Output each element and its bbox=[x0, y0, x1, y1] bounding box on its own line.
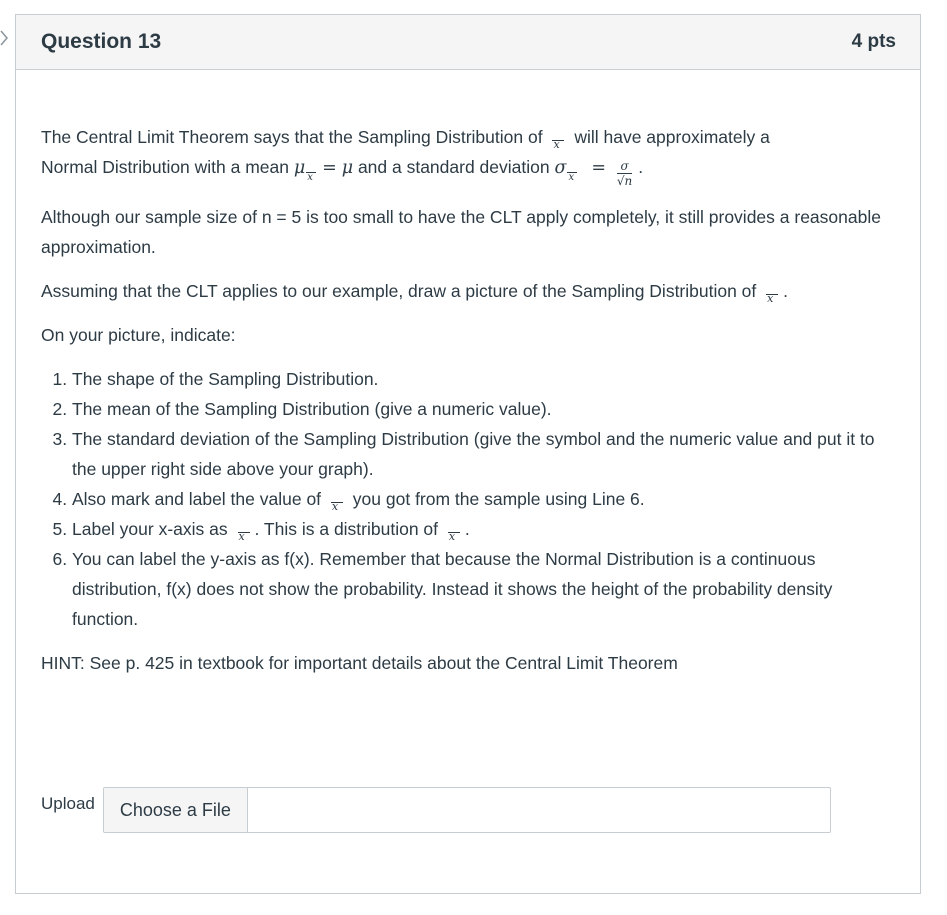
question-title: Question 13 bbox=[41, 30, 162, 53]
xbar-symbol: x bbox=[551, 131, 565, 149]
list-item: 1. The shape of the Sampling Distribution. bbox=[72, 364, 895, 394]
collapse-arrow-icon[interactable] bbox=[0, 28, 10, 48]
list-item: 6. You can label the y-axis as f(x). Remember that because the Normal Distribution is a continuous distribution, f(x) does not show the probability. Instead it shows the height of the probability density function. bbox=[72, 544, 895, 634]
hint-paragraph: HINT: See p. 425 in textbook for important details about the Central Limit Theorem bbox=[41, 653, 678, 673]
list-item: 3. The standard deviation of the Sampling Distribution (give the symbol and the numeric value and put it to the upper right side above your graph). bbox=[72, 424, 895, 484]
question-header bbox=[16, 15, 920, 70]
list-item: 4. Also mark and label the value of x you got from the sample using Line 6. bbox=[72, 484, 895, 514]
indicate-paragraph: On your picture, indicate: bbox=[41, 325, 236, 345]
choose-file-button[interactable]: Choose a File bbox=[104, 788, 248, 832]
sample-size-paragraph: Although our sample size of n = 5 is too small to have the CLT apply completely, it still provides a reasonable approximation. bbox=[41, 207, 881, 257]
question-points: 4 pts bbox=[851, 31, 896, 52]
file-name-display bbox=[248, 788, 830, 832]
file-upload-field[interactable] bbox=[103, 787, 831, 833]
upload-row bbox=[41, 787, 831, 833]
question-body bbox=[16, 70, 920, 678]
question-card bbox=[15, 14, 921, 894]
assumption-paragraph: Assuming that the CLT applies to our example, draw a picture of the Sampling Distribution of x . bbox=[41, 281, 789, 305]
instructions-list bbox=[41, 364, 895, 634]
list-item: 5. Label your x-axis as x . This is a distribution of x . bbox=[72, 514, 895, 544]
sigma-over-sqrt-n: $\frac{\sigma}{√n}$ bbox=[616, 159, 633, 188]
upload-label: Upload bbox=[41, 794, 95, 813]
list-item: 2. The mean of the Sampling Distribution (give a numeric value). bbox=[72, 394, 895, 424]
clt-paragraph: The Central Limit Theorem says that the Sampling Distribution of x will have approximately a Normal Distribution with a mean μ x = μ and a standard deviation σ x = $\frac{\sigma}{√n}$ . bbox=[41, 127, 770, 188]
